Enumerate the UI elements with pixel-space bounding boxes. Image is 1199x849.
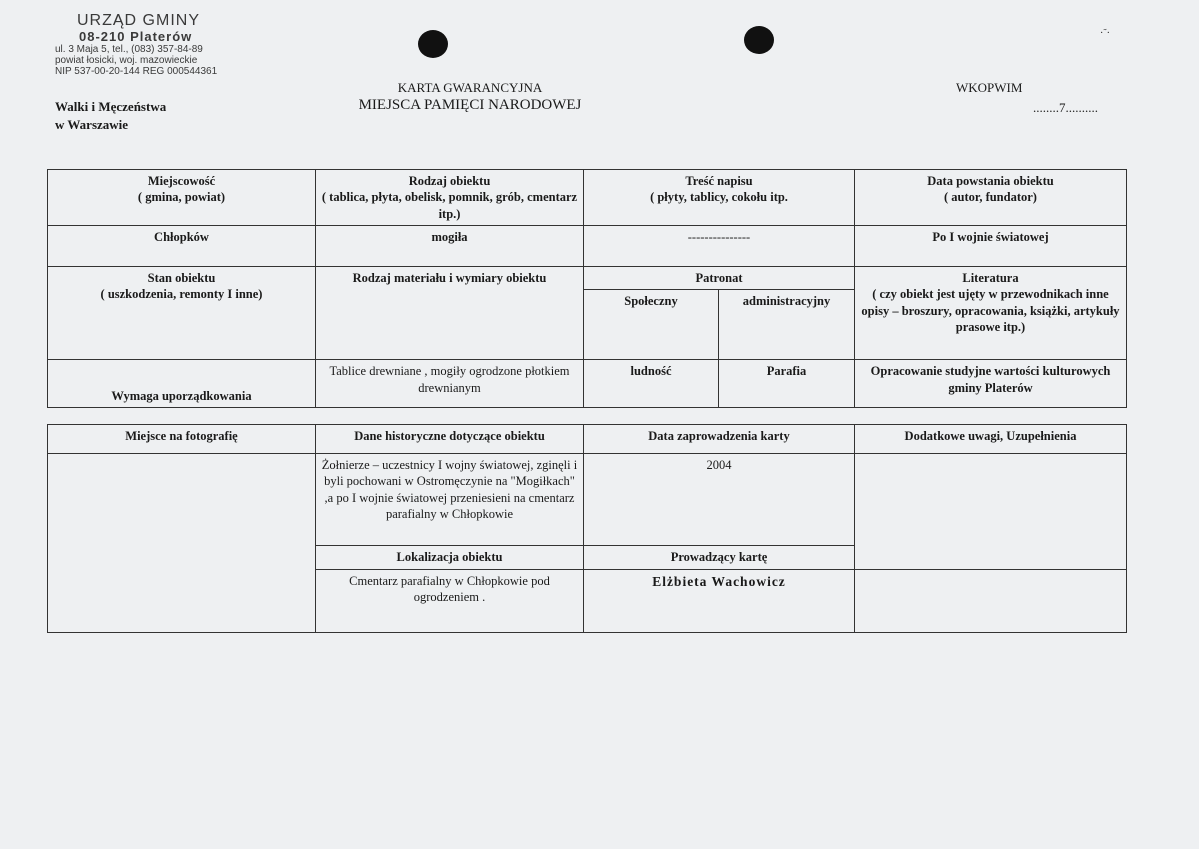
value-spoleczny: ludność	[584, 360, 719, 408]
header-uwagi: Dodatkowe uwagi, Uzupełnienia	[855, 425, 1127, 454]
header-lokalizacja: Lokalizacja obiektu	[316, 546, 584, 570]
header-administracyjny: administracyjny	[719, 290, 855, 360]
header-spoleczny: Społeczny	[584, 290, 719, 360]
department-line-1: Walki i Męczeństwa	[55, 99, 167, 114]
table-row	[48, 454, 1127, 546]
header-prowadzacy: Prowadzący kartę	[584, 546, 855, 570]
code-label: WKOPWIM	[956, 80, 1023, 95]
stamp-line-5: NIP 537-00-20-144 REG 000544361	[55, 65, 218, 77]
header-stan-obiektu: Stan obiektu ( uszkodzenia, remonty I inne)	[48, 267, 316, 360]
punch-hole-right	[744, 26, 774, 54]
value-uwagi	[855, 454, 1127, 570]
table-row	[48, 360, 1127, 408]
title-line-2: MIEJSCA PAMIĘCI NARODOWEJ	[358, 97, 582, 114]
value-dane-historyczne: Żołnierze – uczestnicy I wojny światowej, zginęli i byli pochowani w Ostromęczynie na "Mogiłkach" ,a po I wojnie światowej przeniesieni na cmentarz parafialny w Chłopkowie	[316, 454, 584, 546]
history-table	[47, 424, 1127, 633]
photo-placeholder	[48, 454, 316, 633]
value-miejscowosc: Chłopków	[48, 226, 316, 267]
header-patronat: Patronat	[584, 267, 855, 290]
table-row	[48, 170, 1127, 226]
value-literatura: Opracowanie studyjne wartości kulturowych gminy Platerów	[855, 360, 1127, 408]
value-administracyjny: Parafia	[719, 360, 855, 408]
value-lokalizacja: Cmentarz parafialny w Chłopkowie pod ogrodzeniem .	[316, 570, 584, 633]
header-rodzaj-obiektu: Rodzaj obiektu ( tablica, płyta, obelisk, pomnik, grób, cmentarz itp.)	[316, 170, 584, 226]
value-data-powstania: Po I wojnie światowej	[855, 226, 1127, 267]
value-tresc-napisu: ---------------	[584, 226, 855, 267]
value-data-karty: 2004	[584, 454, 855, 546]
scan-speck: ·˜·	[1100, 28, 1110, 39]
office-stamp	[55, 12, 217, 77]
value-prowadzacy: Elżbieta Wachowicz	[584, 570, 855, 633]
card-number: ........7..........	[1033, 100, 1098, 115]
value-material: Tablice drewniane , mogiły ogrodzone płotkiem drewnianym	[316, 360, 584, 408]
stamp-line-2: 08-210 Platerów	[79, 28, 193, 44]
stamp-line-3: ul. 3 Maja 5, tel., (083) 357-84-89	[55, 43, 203, 55]
document-title	[320, 80, 620, 115]
stamp-line-4: powiat łosicki, woj. mazowieckie	[55, 54, 198, 66]
value-rodzaj-obiektu: mogiła	[316, 226, 584, 267]
table-row	[48, 425, 1127, 454]
header-dane-historyczne: Dane historyczne dotyczące obiektu	[316, 425, 584, 454]
empty-cell	[855, 570, 1127, 633]
header-tresc-napisu: Treść napisu ( płyty, tablicy, cokołu itp.	[584, 170, 855, 226]
header-material: Rodzaj materiału i wymiary obiektu	[316, 267, 584, 360]
punch-hole-left	[418, 30, 448, 58]
title-line-1: KARTA GWARANCYJNA	[397, 80, 543, 95]
header-literatura: Literatura ( czy obiekt jest ujęty w przewodnikach inne opisy – broszury, opracowania, książki, artykuły prasowe itp.)	[855, 267, 1127, 360]
table-row	[48, 226, 1127, 267]
header-data-karty: Data zaprowadzenia karty	[584, 425, 855, 454]
header-miejscowosc: Miejscowość ( gmina, powiat)	[48, 170, 316, 226]
object-info-table	[47, 169, 1127, 408]
table-row	[48, 267, 1127, 290]
department	[55, 98, 166, 134]
header-fotografia: Miejsce na fotografię	[48, 425, 316, 454]
value-stan-obiektu: Wymaga uporządkowania	[48, 360, 316, 408]
stamp-line-1: URZĄD GMINY	[77, 12, 200, 29]
department-line-2: w Warszawie	[55, 117, 129, 133]
header-data-powstania: Data powstania obiektu ( autor, fundator)	[855, 170, 1127, 226]
